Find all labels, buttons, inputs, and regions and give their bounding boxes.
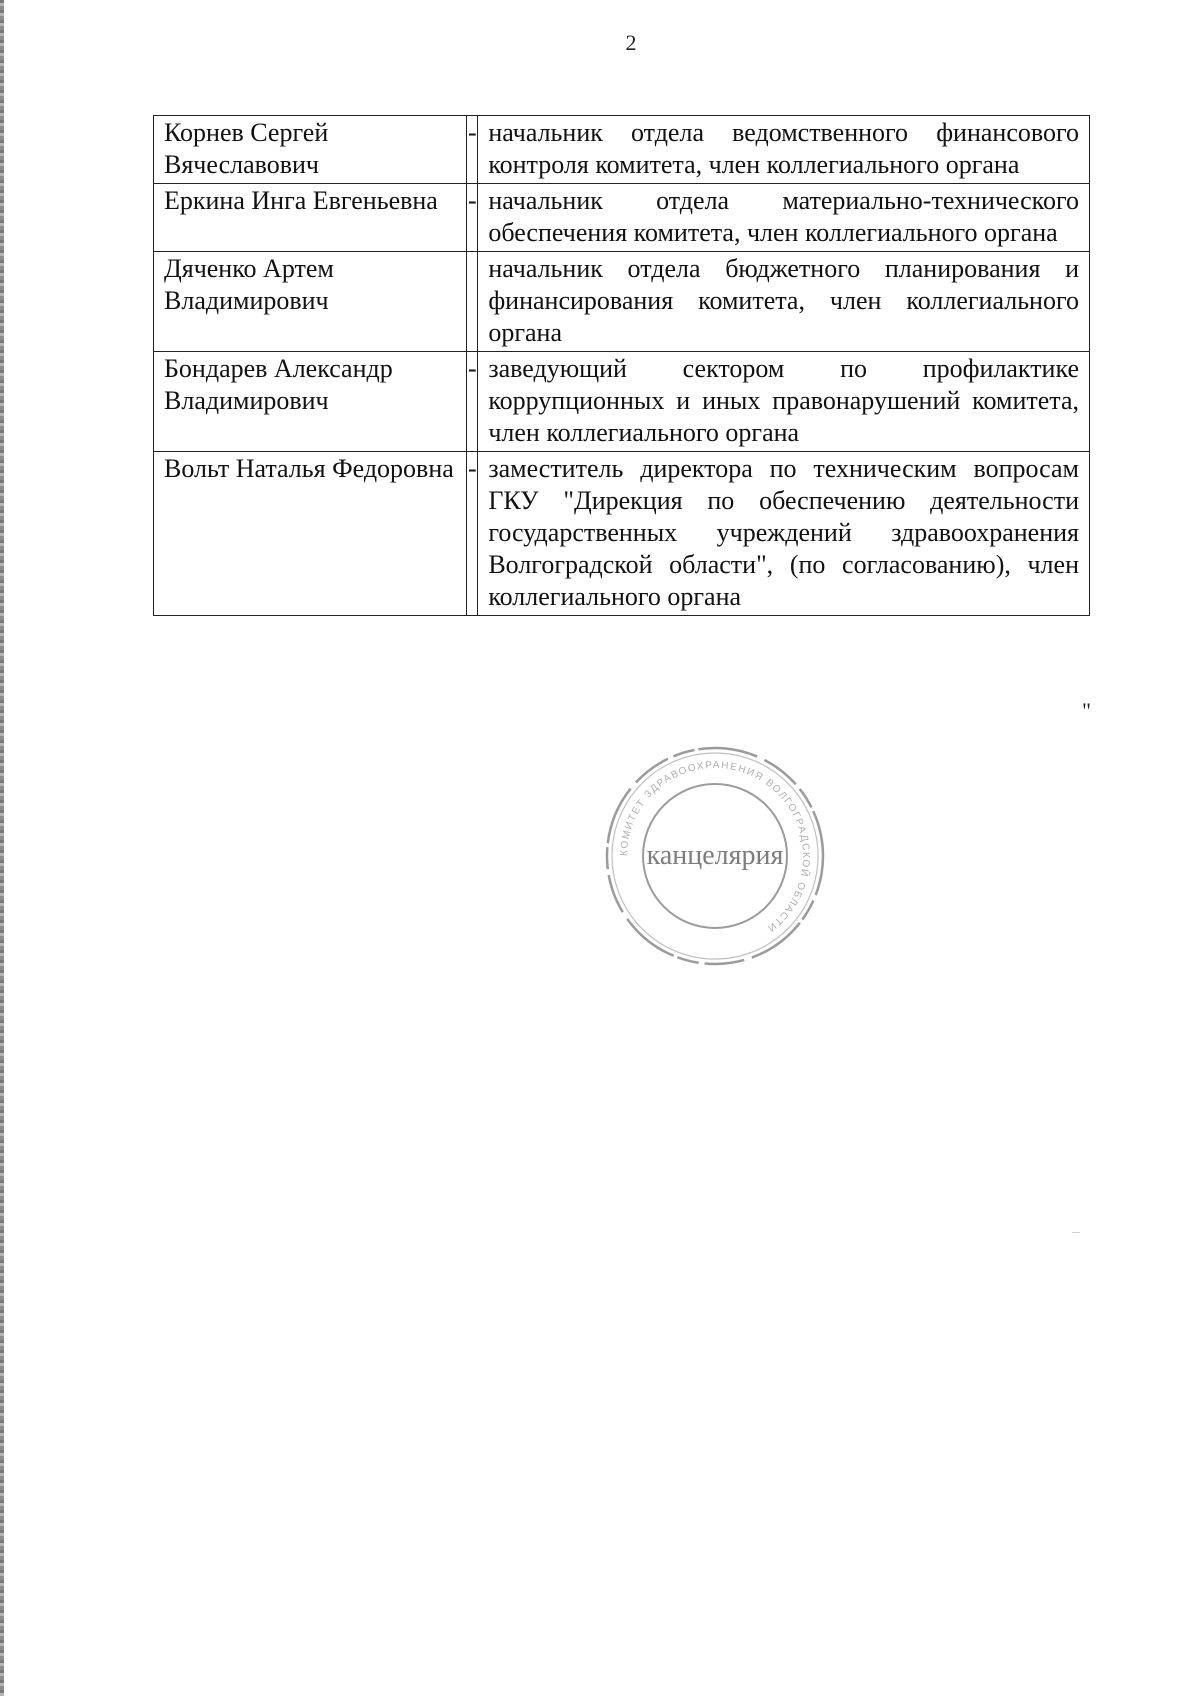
member-name: Корнев Сергей Вячеславович — [154, 116, 467, 184]
member-position: заместитель директора по техническим вопросам ГКУ "Дирекция по обеспечению деятельности государственных учреждений здравоохранения Волгоградской области", (по согласованию), член коллегиального органа — [478, 452, 1090, 616]
table-row — [154, 116, 1090, 184]
stamp-center-text: канцелярия — [646, 840, 784, 871]
table-row — [154, 252, 1090, 352]
dash-separator: - — [467, 452, 478, 616]
page-number: 2 — [625, 30, 637, 55]
member-name: Вольт Наталья Федоровна — [154, 452, 467, 616]
member-position: начальник отдела ведомственного финансового контроля комитета, член коллегиального органа — [478, 116, 1090, 184]
office-stamp — [595, 736, 835, 976]
table-row — [154, 352, 1090, 452]
dash-separator: - — [467, 184, 478, 252]
dash-separator: - — [467, 352, 478, 452]
members-table — [153, 115, 1090, 616]
dash-separator: - — [467, 116, 478, 184]
member-position: начальник отдела бюджетного планирования и финансирования комитета, член коллегиального органа — [478, 252, 1090, 352]
member-position: заведующий сектором по профилактике коррупционных и иных правонарушений комитета, член коллегиального органа — [478, 352, 1090, 452]
scan-edge — [0, 0, 4, 1696]
closing-quote: " — [1082, 698, 1091, 723]
scan-speck — [1072, 1232, 1080, 1233]
table-row — [154, 452, 1090, 616]
member-name: Дяченко Артем Владимирович — [154, 252, 467, 352]
stamp-seal — [595, 736, 835, 976]
member-name: Еркина Инга Евгеньевна — [154, 184, 467, 252]
table-row — [154, 184, 1090, 252]
dash-separator — [467, 252, 478, 352]
stamp-ring-text: КОМИТЕТ ЗДРАВООХРАНЕНИЯ ВОЛГОГРАДСКОЙ ОБЛАСТИ — [618, 759, 812, 935]
member-name: Бондарев Александр Владимирович — [154, 352, 467, 452]
member-position: начальник отдела материально-технического обеспечения комитета, член коллегиального органа — [478, 184, 1090, 252]
